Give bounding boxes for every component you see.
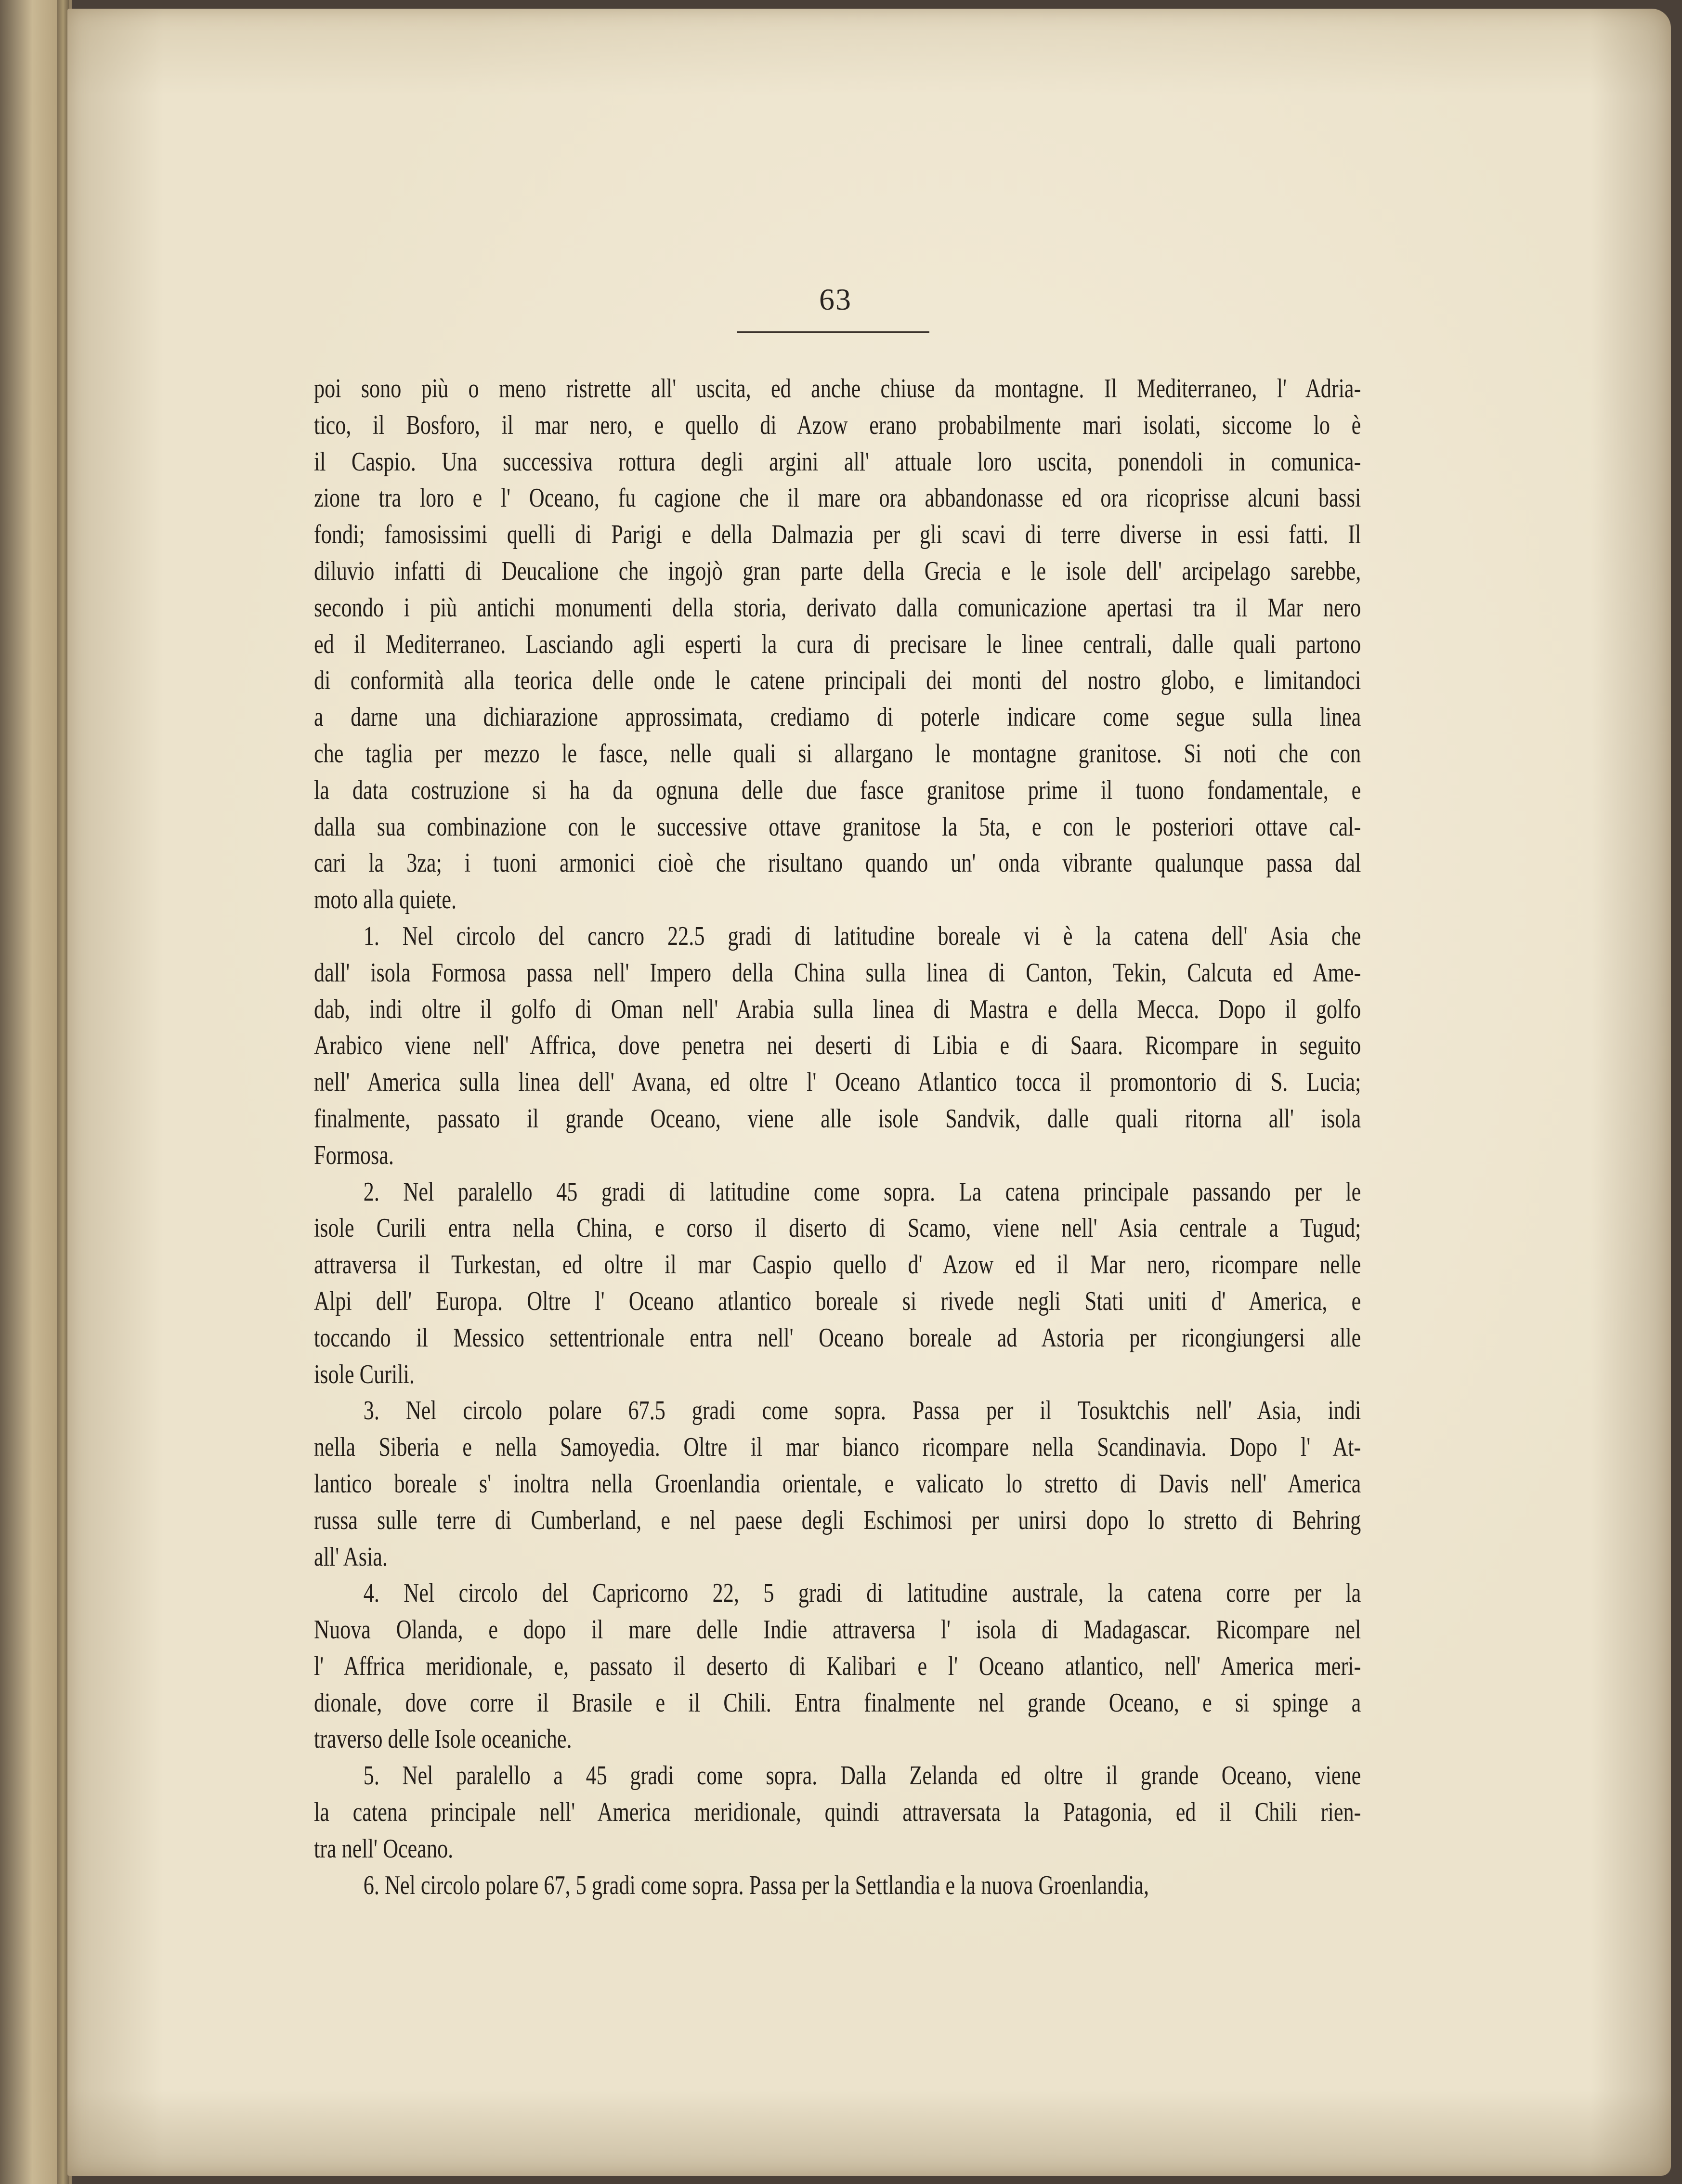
text-line: tico, il Bosforo, il mar nero, e quello di Azow erano probabilmente mari isolati, siccome lo è bbox=[314, 410, 1361, 440]
text-line: isole Curili entra nella China, e corso il diserto di Scamo, viene nell' Asia centrale a Tugud; bbox=[314, 1213, 1361, 1243]
text-line: dab, indi oltre il golfo di Oman nell' Arabia sulla linea di Mastra e della Mecca. Dopo il golfo bbox=[314, 994, 1361, 1024]
text-line: la catena principale nell' America meridionale, quindi attraversata la Patagonia, ed il Chili rien- bbox=[314, 1797, 1361, 1828]
text-line: il Caspio. Una successiva rottura degli argini all' attuale loro uscita, ponendoli in comunica- bbox=[314, 446, 1361, 477]
text-line: 1. Nel circolo del cancro 22.5 gradi di latitudine boreale vi è la catena dell' Asia che bbox=[363, 921, 1361, 951]
page-number-rule bbox=[737, 331, 929, 333]
text-line: all' Asia. bbox=[314, 1542, 388, 1572]
text-line: Nuova Olanda, e dopo il mare delle Indie attraversa l' isola di Madagascar. Ricompare nel bbox=[314, 1615, 1361, 1645]
text-line: moto alla quiete. bbox=[314, 885, 457, 915]
text-line: l' Affrica meridionale, e, passato il deserto di Kalibari e l' Oceano atlantico, nell' America meri- bbox=[314, 1651, 1361, 1681]
text-line: zione tra loro e l' Oceano, fu cagione che il mare ora abbandonasse ed ora ricoprisse alcuni bassi bbox=[314, 483, 1361, 513]
text-line: fondi; famosissimi quelli di Parigi e della Dalmazia per gli scavi di terre diverse in essi fatti. Il bbox=[314, 520, 1361, 550]
text-line: nell' America sulla linea dell' Avana, ed oltre l' Oceano Atlantico tocca il promontorio di S. Lucia; bbox=[314, 1067, 1361, 1098]
page-number: 63 bbox=[819, 282, 852, 316]
text-line: di conformità alla teorica delle onde le catene principali dei monti del nostro globo, e limitandoci bbox=[314, 666, 1361, 696]
text-line: 6. Nel circolo polare 67, 5 gradi come sopra. Passa per la Settlandia e la nuova Groenlandia, bbox=[363, 1870, 1149, 1900]
text-line: dalla sua combinazione con le successive ottave granitose la 5ta, e con le posteriori ottave cal- bbox=[314, 811, 1361, 842]
text-line: poi sono più o meno ristrette all' uscita, ed anche chiuse da montagne. Il Mediterraneo, l' Adria- bbox=[314, 374, 1361, 404]
text-line: cari la 3za; i tuoni armonici cioè che risultano quando un' onda vibrante qualunque passa dal bbox=[314, 848, 1361, 878]
text-line: diluvio infatti di Deucalione che ingojò gran parte della Grecia e le isole dell' arcipelago sarebbe, bbox=[314, 556, 1361, 586]
paragraph bbox=[314, 1575, 1361, 1758]
paragraph bbox=[314, 1393, 1361, 1575]
text-line: 2. Nel paralello 45 gradi di latitudine come sopra. La catena principale passando per le bbox=[363, 1177, 1361, 1207]
text-line: lantico boreale s' inoltra nella Groenlandia orientale, e valicato lo stretto di Davis nell' America bbox=[314, 1468, 1361, 1499]
text-line: Formosa. bbox=[314, 1140, 394, 1170]
text-line: nella Siberia e nella Samoyedia. Oltre il mar bianco ricompare nella Scandinavia. Dopo l' At- bbox=[314, 1432, 1361, 1463]
text-line: dionale, dove corre il Brasile e il Chili. Entra finalmente nel grande Oceano, e si spinge a bbox=[314, 1687, 1361, 1718]
text-line: Alpi dell' Europa. Oltre l' Oceano atlantico boreale si rivede negli Stati uniti d' America, e bbox=[314, 1286, 1361, 1316]
text-line: a darne una dichiarazione approssimata, crediamo di poterle indicare come segue sulla linea bbox=[314, 702, 1361, 732]
text-line: toccando il Messico settentrionale entra nell' Oceano boreale ad Astoria per ricongiungersi alle bbox=[314, 1322, 1361, 1353]
text-line: 5. Nel paralello a 45 gradi come sopra. Dalla Zelanda ed oltre il grande Oceano, viene bbox=[363, 1761, 1361, 1791]
text-line: traverso delle Isole oceaniche. bbox=[314, 1724, 572, 1754]
text-line: russa sulle terre di Cumberland, e nel paese degli Eschimosi per unirsi dopo lo stretto di Behring bbox=[314, 1505, 1361, 1535]
text-line: 4. Nel circolo del Capricorno 22, 5 gradi di latitudine australe, la catena corre per la bbox=[363, 1578, 1361, 1609]
paragraph bbox=[314, 1758, 1361, 1867]
text-line: attraversa il Turkestan, ed oltre il mar Caspio quello d' Azow ed il Mar nero, ricompare nelle bbox=[314, 1250, 1361, 1280]
text-line: dall' isola Formosa passa nell' Impero della China sulla linea di Canton, Tekin, Calcuta ed Ame- bbox=[314, 957, 1361, 988]
text-line: secondo i più antichi monumenti della storia, derivato dalla comunicazione apertasi tra il Mar nero bbox=[314, 592, 1361, 623]
text-line: finalmente, passato il grande Oceano, viene alle isole Sandvik, dalle quali ritorna all' isola bbox=[314, 1103, 1361, 1134]
text-line: che taglia per mezzo le fasce, nelle quali si allargano le montagne granitose. Si noti che con bbox=[314, 738, 1361, 769]
paragraph bbox=[314, 918, 1361, 1174]
text-line: 3. Nel circolo polare 67.5 gradi come sopra. Passa per il Tosuktchis nell' Asia, indi bbox=[363, 1396, 1361, 1426]
text-line: ed il Mediterraneo. Lasciando agli esperti la cura di precisare le linee centrali, dalle quali partono bbox=[314, 629, 1361, 659]
text-line: Arabico viene nell' Affrica, dove penetra nei deserti di Libia e di Saara. Ricompare in seguito bbox=[314, 1031, 1361, 1061]
paragraph bbox=[314, 1868, 1361, 1904]
text-line: la data costruzione si ha da ognuna delle due fasce granitose prime il tuono fondamentale, e bbox=[314, 775, 1361, 805]
body-text bbox=[314, 371, 1361, 1904]
paragraph bbox=[314, 371, 1361, 918]
text-line: isole Curili. bbox=[314, 1359, 415, 1389]
text-line: tra nell' Oceano. bbox=[314, 1833, 454, 1864]
paragraph bbox=[314, 1174, 1361, 1393]
